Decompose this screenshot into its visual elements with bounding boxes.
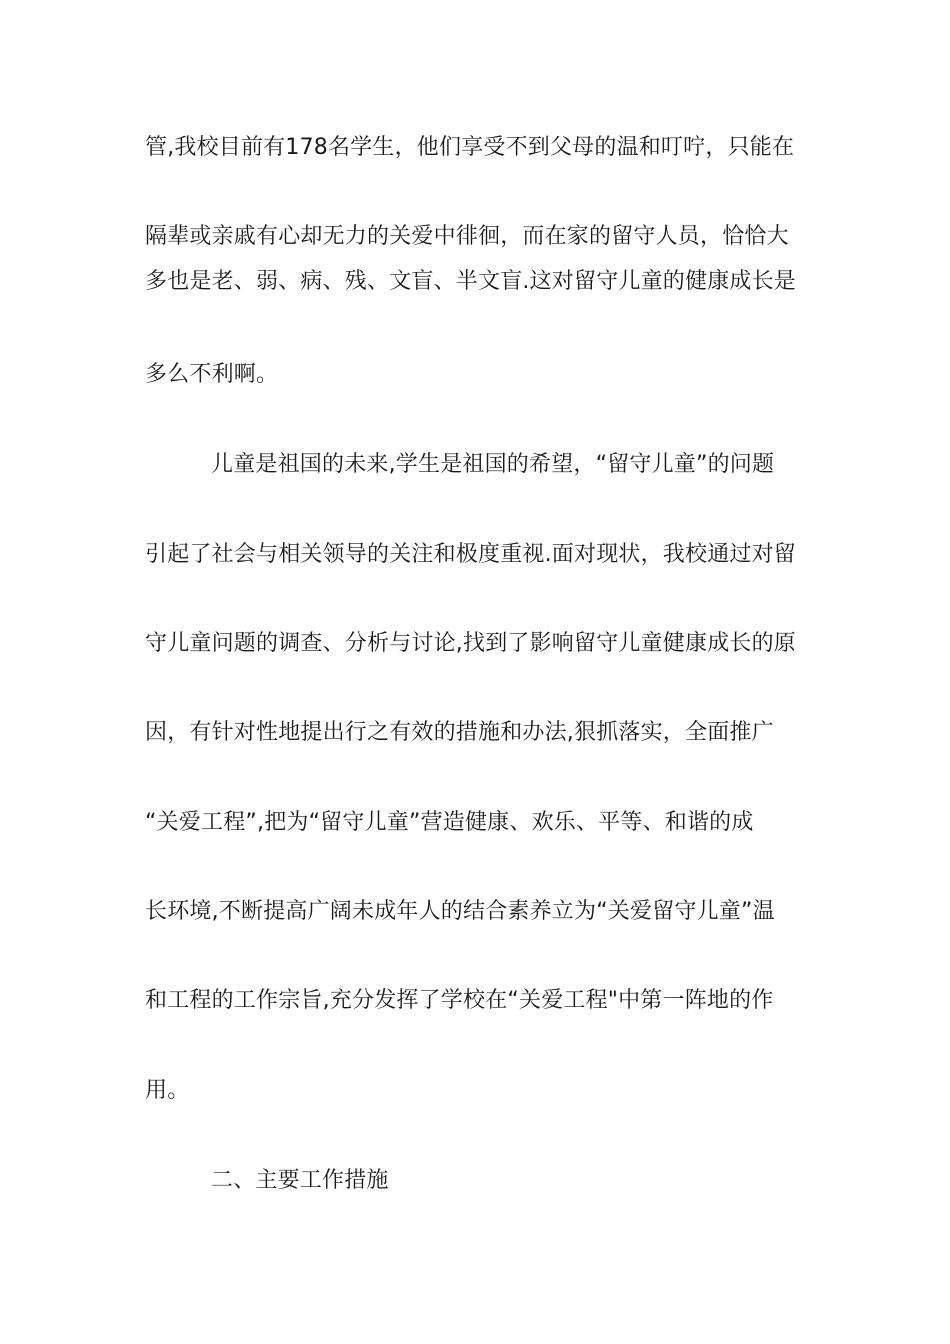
paragraph-line: 儿童是祖国的未来,学生是祖国的希望，“留守儿童”的问题 (211, 452, 775, 477)
paragraph-line: “关爱工程”,把为“留守儿童”营造健康、欢乐、平等、和谐的成 (145, 810, 754, 835)
paragraph-line: 长环境,不断提高广阔未成年人的结合素养立为“关爱留守儿童”温 (145, 899, 775, 924)
paragraph-line: 多也是老、弱、病、残、文盲、半文盲.这对留守儿童的健康成长是 (145, 269, 796, 294)
paragraph-line: 和工程的工作宗旨,充分发挥了学校在“关爱工程"中第一阵地的作 (145, 988, 774, 1013)
paragraph-line: 用。 (145, 1078, 190, 1103)
paragraph-line: 引起了社会与相关领导的关注和极度重视.面对现状，我校通过对留 (145, 542, 796, 567)
paragraph-line: 守儿童问题的调查、分析与讨论,找到了影响留守儿童健康成长的原 (145, 631, 796, 656)
paragraph-line: 隔辈或亲戚有心却无力的关爱中徘徊，而在家的留守人员，恰恰大 (145, 224, 789, 249)
section-heading: 二、主要工作措施 (211, 1168, 389, 1193)
paragraph-line: 多么不利啊。 (145, 362, 279, 387)
paragraph-line: 因，有针对性地提出行之有效的措施和办法,狠抓落实，全面推广 (145, 720, 774, 745)
paragraph-line: 管,我校目前有178名学生，他们享受不到父母的温和叮咛，只能在 (145, 135, 795, 160)
